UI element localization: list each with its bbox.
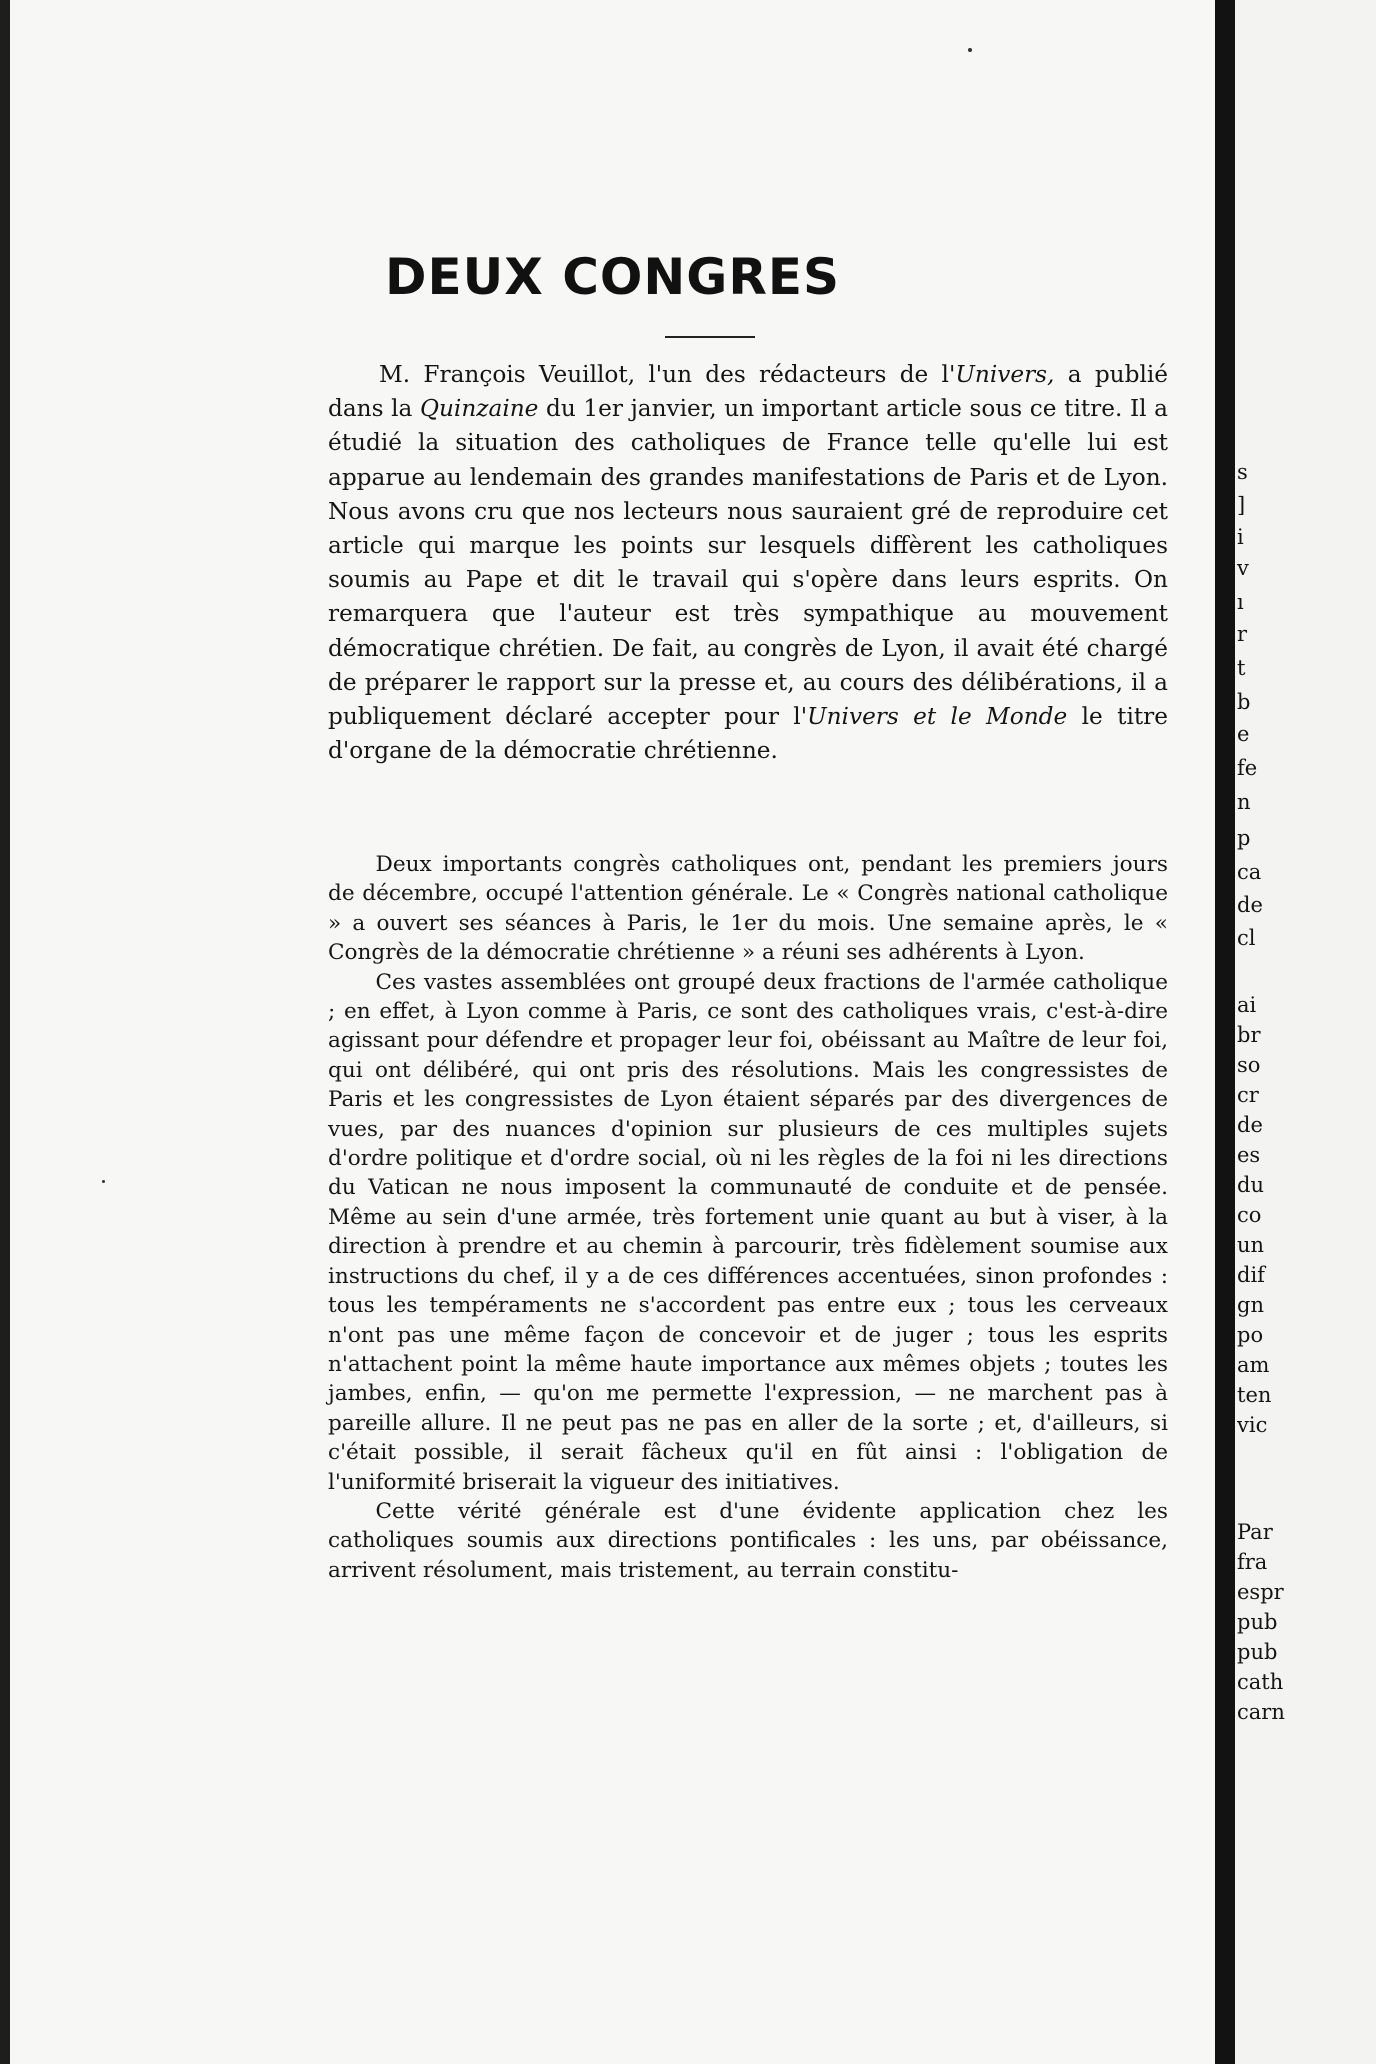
facing-page-fragment: br — [1237, 1023, 1261, 1047]
body-paragraph: Ces vastes assemblées ont groupé deux fractions de l'armée catholique ; en effet, à Lyon comme à Paris, ce sont des catholiques vrais, c'est-à-dire agissant pour défendre et propager leur foi, obéissant au Maître de leur foi, qui ont délibéré, qui ont pris des résolutions. Mais les congressistes de Paris et les congressistes de Lyon étaient séparés par des divergences de vues, par des nuances d'opinion sur plusieurs de ces multiples sujets d'ordre politique et d'ordre social, où ni les règles de la foi ni les directions du Vatican ne nous imposent la communauté de conduite et de pensée. Même au sein d'une armée, très fortement unie quant au but à viser, à la direction à prendre et au chemin à parcourir, très fidèlement soumise aux instructions du chef, il y a de ces différences accentuées, sinon profondes : tous les tempéraments ne s'accordent pas entre eux ; tous les cerveaux n'ont pas une même façon de concevoir et de juger ; tous les esprits n'attachent point la même haute importance aux mêmes objets ; toutes les jambes, enfin, — qu'on me permette l'expression, — ne marchent pas à pareille allure. Il ne peut pas ne pas en aller de la sorte ; et, d'ailleurs, si c'était possible, il serait fâcheux qu'il en fût ainsi : l'obligation de l'uniformité briserait la vigueur des initiatives. — [328, 969, 1168, 1495]
intro-paragraph — [328, 358, 1168, 768]
facing-page-fragment: co — [1237, 1203, 1262, 1227]
facing-page-fragment: es — [1237, 1143, 1261, 1167]
facing-page-fragment: du — [1237, 1173, 1264, 1197]
facing-page-fragment: pub — [1237, 1640, 1278, 1664]
facing-page-fragment: cl — [1237, 926, 1256, 950]
facing-page-fragment: s — [1237, 460, 1248, 484]
facing-page-fragment: gn — [1237, 1293, 1264, 1317]
intro-run: du 1er janvier, un important article sous ce titre. Il a étudié la situation des catholiques de France telle qu'elle lui est apparue au lendemain des grandes manifestations de Paris et de Lyon. Nous avons cru que nos lecteurs nous sauraient gré de reproduire cet article qui marque les points sur lesquels diffèrent les catholiques soumis au Pape et dit le travail qui s'opère dans leurs esprits. On remarquera que l'auteur est très sympathique au mouvement démocratique chrétien. De fait, au congrès de Lyon, il avait été chargé de préparer le rapport sur la presse et, au cours des délibérations, il a publiquement déclaré accepter pour l' — [328, 395, 1168, 731]
facing-page-fragment: carn — [1237, 1700, 1285, 1724]
intro-run: M. François Veuillot, l'un des rédacteurs de l' — [379, 361, 956, 388]
facing-page-fragment: cr — [1237, 1083, 1259, 1107]
facing-page-fragment: so — [1237, 1053, 1261, 1077]
facing-page-fragment: r — [1237, 622, 1248, 646]
facing-page-fragment: cath — [1237, 1670, 1284, 1694]
body-paragraph: Deux importants congrès catholiques ont, pendant les premiers jours de décembre, occupé l'attention générale. Le « Congrès national catholique » a ouvert ses séances à Paris, le 1er du mois. Une semaine après, le « Congrès de la démocratie chrétienne » a réuni ses adhérents à Lyon. — [328, 852, 1168, 966]
facing-page-fragment: fra — [1237, 1550, 1268, 1574]
facing-page-fragment: de — [1237, 1113, 1263, 1137]
title-divider — [665, 336, 755, 338]
facing-page-edge — [1235, 0, 1376, 2064]
facing-page-fragment: b — [1237, 690, 1251, 714]
facing-page-fragment: ca — [1237, 860, 1262, 884]
facing-page-fragment: dif — [1237, 1263, 1265, 1287]
facing-page-fragment: pub — [1237, 1610, 1278, 1634]
facing-page-fragment: fe — [1237, 756, 1258, 780]
intro-run: a publié dans la — [328, 361, 1168, 423]
print-speck — [102, 1180, 105, 1183]
intro-text — [328, 358, 1168, 768]
facing-page-fragment: po — [1237, 1323, 1264, 1347]
facing-page-fragment: espr — [1237, 1580, 1284, 1604]
left-page — [10, 0, 1215, 2064]
facing-page-fragment: ı — [1237, 590, 1244, 614]
facing-page-fragment: t — [1237, 656, 1246, 680]
facing-page-fragment: ai — [1237, 993, 1257, 1017]
intro-run-italic: Quinzaine — [419, 395, 539, 423]
facing-page-fragment: p — [1237, 826, 1251, 850]
intro-run-italic: Univers, — [955, 361, 1055, 388]
article-title: DEUX CONGRES — [385, 248, 840, 306]
facing-page-fragment: de — [1237, 893, 1263, 917]
intro-run: le titre d'organe de la démocratie chrétienne. — [328, 703, 1168, 765]
facing-page-fragment: i — [1237, 525, 1244, 549]
facing-page-fragment: am — [1237, 1353, 1270, 1377]
body-paragraph: Cette vérité générale est d'une évidente application chez les catholiques soumis aux directions pontificales : les uns, par obéissance, arrivent résolument, mais tristement, au terrain constitu- — [328, 1498, 1168, 1583]
binding-gutter — [1215, 0, 1235, 2064]
facing-page-fragment: n — [1237, 790, 1251, 814]
facing-page-fragment: ] — [1237, 493, 1246, 517]
facing-page-fragment: Par — [1237, 1520, 1273, 1544]
facing-page-fragment: ten — [1237, 1383, 1272, 1407]
article-body — [328, 850, 1168, 1585]
intro-run-italic: Univers et le Monde — [807, 703, 1068, 731]
facing-page-fragment: vic — [1237, 1413, 1268, 1437]
print-speck — [968, 48, 972, 52]
facing-page-fragment: v — [1237, 556, 1249, 580]
facing-page-fragment: e — [1237, 722, 1250, 746]
facing-page-fragment: un — [1237, 1233, 1265, 1257]
